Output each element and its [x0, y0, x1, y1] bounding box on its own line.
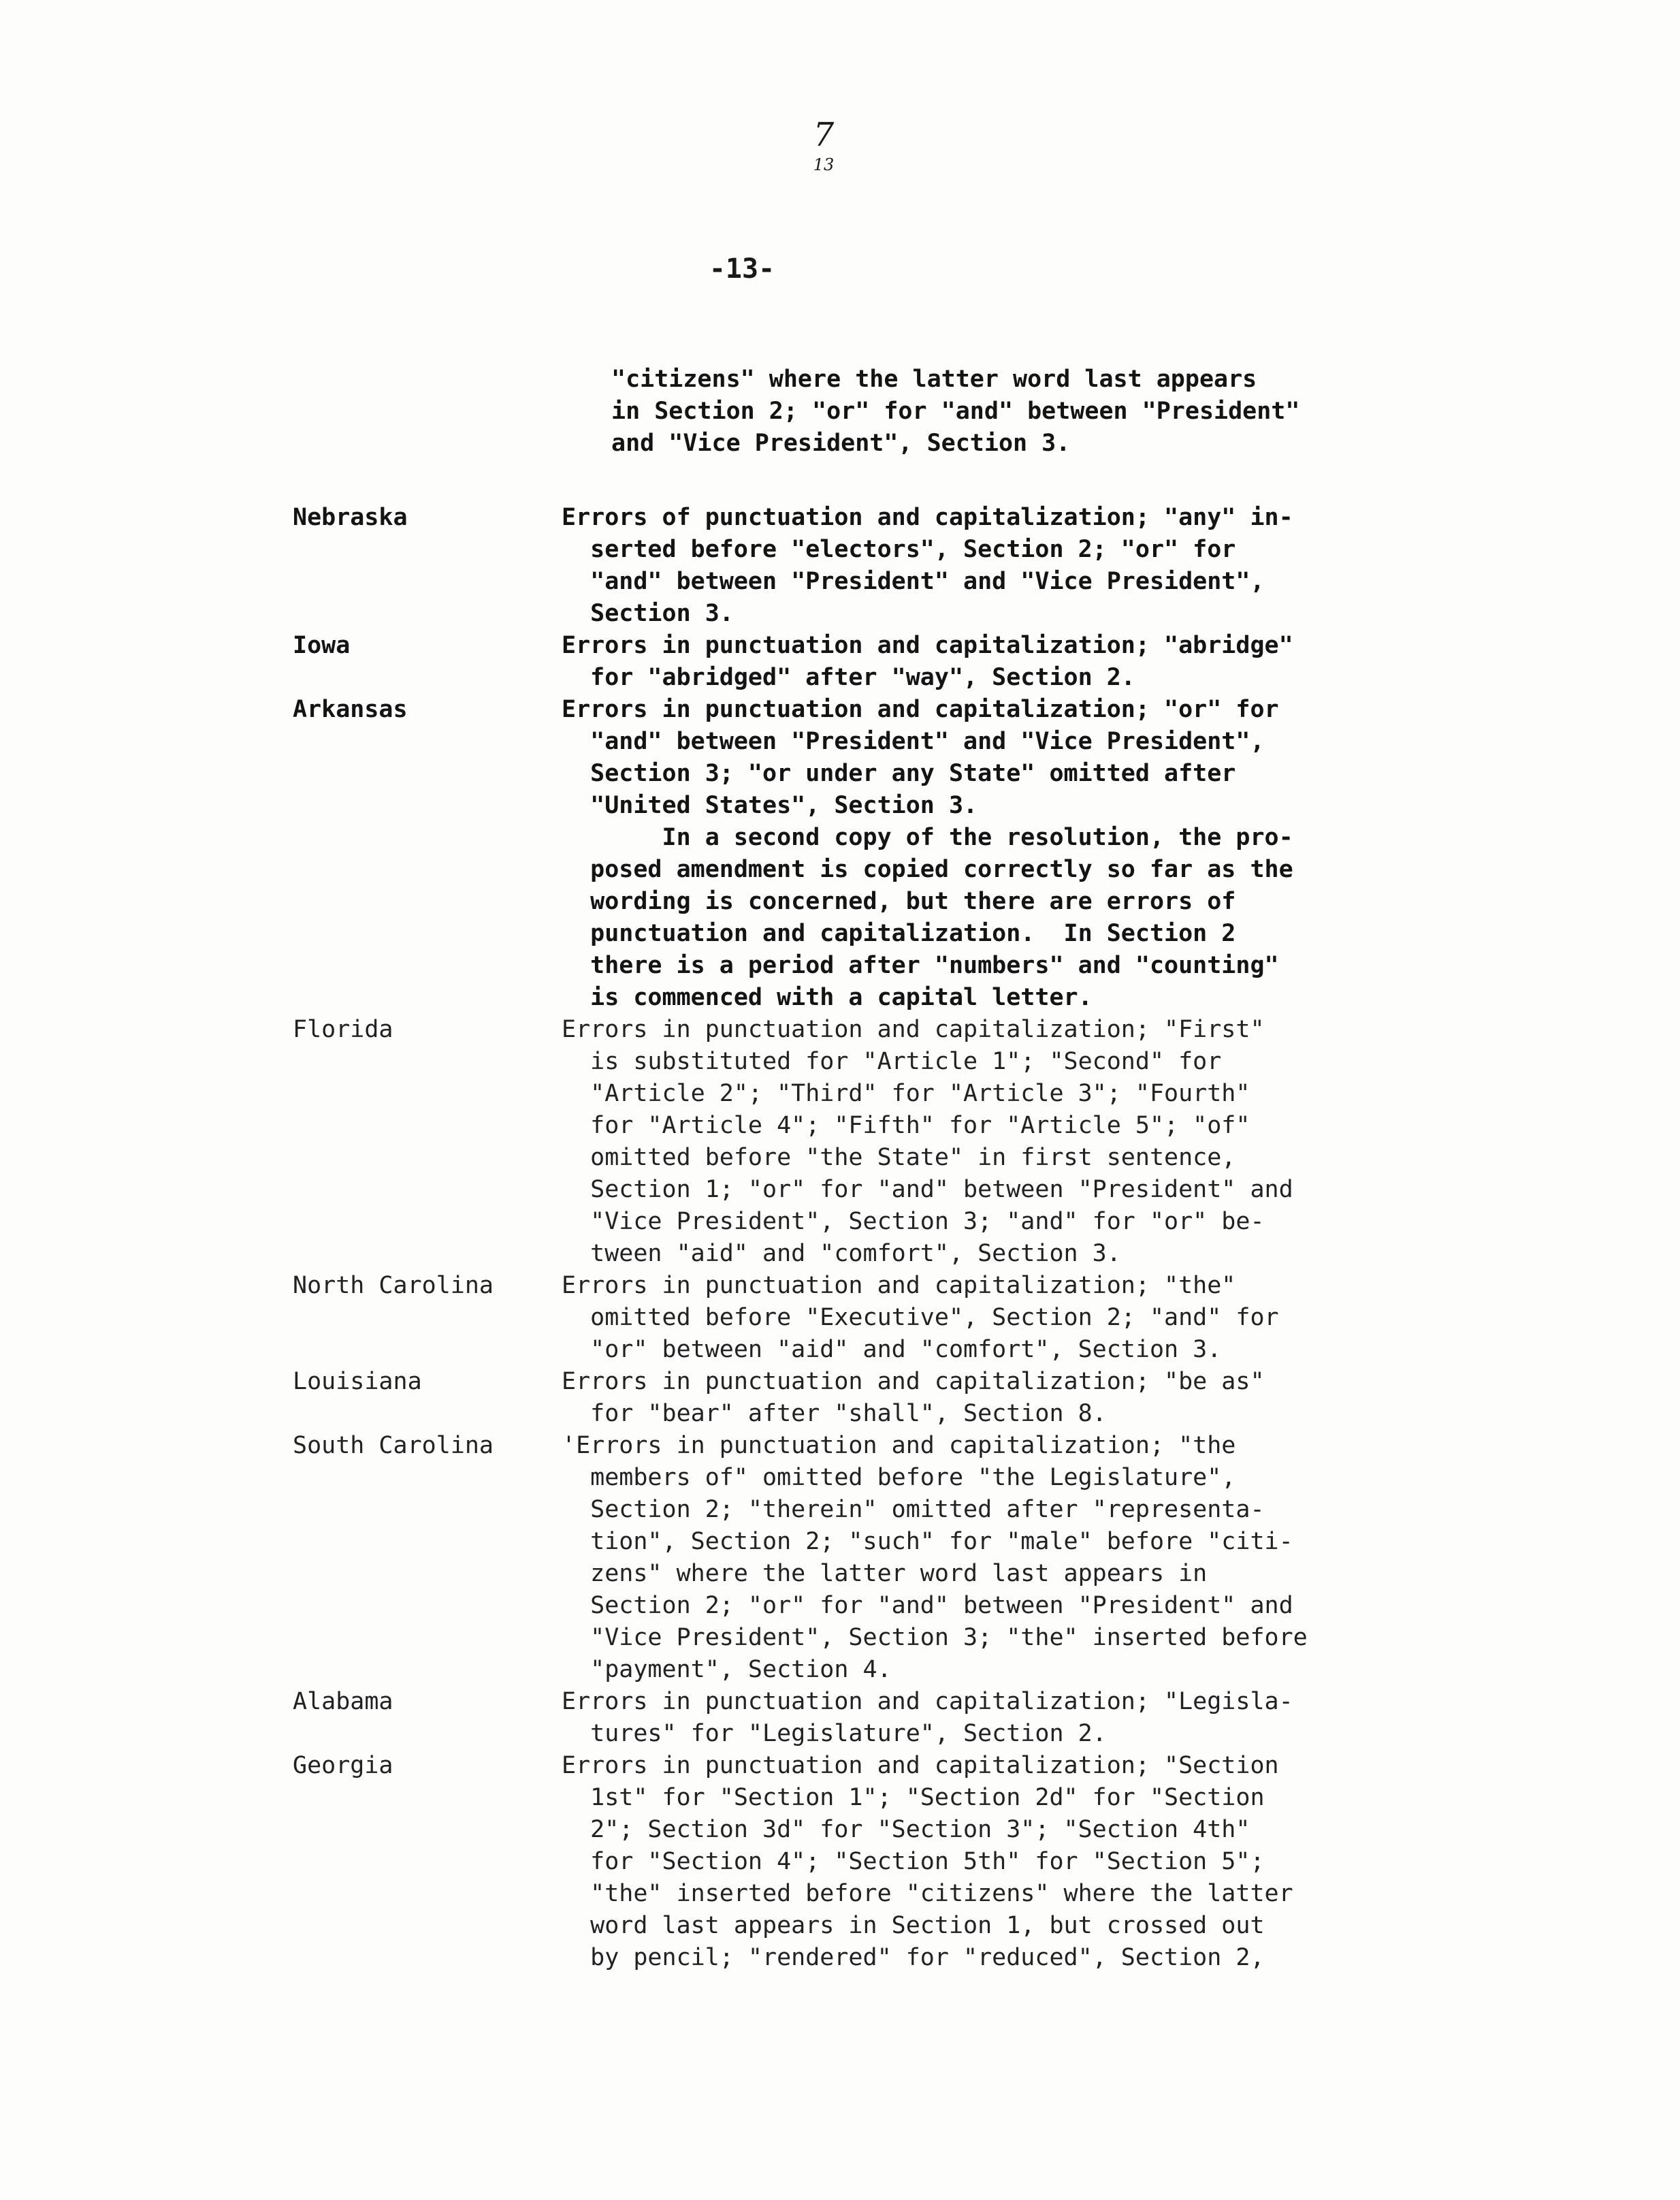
error-note: Errors in punctuation and capitalization; "the" omitted before "Executive", Section 2; "and" for "or" between "aid" and "comfort", Section 3.: [562, 1272, 1279, 1363]
state-name: North Carolina: [293, 1272, 494, 1299]
state-name: Georgia: [293, 1752, 393, 1779]
list-item: [293, 1686, 1409, 1750]
state-name: Alabama: [293, 1688, 393, 1715]
state-name: Iowa: [293, 632, 351, 659]
state-name: Arkansas: [293, 696, 408, 723]
state-errors-list: [293, 502, 1409, 1974]
page-number: -13-: [709, 253, 775, 285]
error-note: Errors of punctuation and capitalization; "any" in- serted before "electors", Section 2; "or" for "and" between "President" and "Vice President", Section 3.: [562, 504, 1293, 627]
error-note: Errors in punctuation and capitalization; "be as" for "bear" after "shall", Section 8.: [562, 1368, 1265, 1427]
handwritten-folio-small: 13: [813, 155, 835, 174]
state-name: Florida: [293, 1016, 393, 1043]
error-note: Errors in punctuation and capitalization; "or" for "and" between "President" and "Vice President", Section 3; "or under any State" omitted after "United States", Section 3. In a second copy of the resolution, the pro- posed amendment is copied correctly so far as the wording is concerned, but there are errors of punctuation and capitalization. In Section 2 there is a period after "numbers" and "counting" is commenced with a capital letter.: [562, 696, 1293, 1011]
error-note: Errors in punctuation and capitalization; "First" is substituted for "Article 1"; "Second" for "Article 2"; "Third" for "Article 3"; "Fourth" for "Article 4"; "Fifth" for "Article 5"; "of" omitted before "the State" in first sentence, Section 1; "or" for "and" between "President" and "Vice President", Section 3; "and" for "or" be- tween "aid" and "comfort", Section 3.: [562, 1016, 1293, 1267]
state-name: Louisiana: [293, 1368, 422, 1395]
handwritten-folio: 7: [813, 116, 835, 154]
error-note: Errors in punctuation and capitalization; "abridge" for "abridged" after "way", Section 2.: [562, 632, 1293, 691]
list-item: [293, 1750, 1409, 1974]
list-item: [293, 1270, 1409, 1366]
list-item: [293, 1014, 1409, 1270]
error-note: Errors in punctuation and capitalization; "Section 1st" for "Section 1"; "Section 2d" for "Section 2"; Section 3d" for "Section 3"; "Section 4th" for "Section 4"; "Section 5th" for "Section 5"; "the" inserted before "citizens" where the latter word last appears in Section 1, but crossed out by pencil; "rendered" for "reduced", Section 2,: [562, 1752, 1293, 1971]
error-note: Errors in punctuation and capitalization; "Legisla- tures" for "Legislature", Section 2.: [562, 1688, 1293, 1747]
continued-paragraph: "citizens" where the latter word last appears in Section 2; "or" for "and" between "President" and "Vice President", Section 3.: [611, 366, 1300, 457]
list-item: [293, 630, 1409, 694]
list-item: [293, 502, 1409, 630]
list-item: [293, 1430, 1409, 1686]
list-item: [293, 1366, 1409, 1430]
list-item: [293, 694, 1409, 1014]
state-name: Nebraska: [293, 504, 408, 531]
state-name: South Carolina: [293, 1432, 494, 1459]
error-note: 'Errors in punctuation and capitalization; "the members of" omitted before "the Legislature", Section 2; "therein" omitted after "representa- tion", Section 2; "such" for "male" before "citi- zens" where the latter word last appears in Section 2; "or" for "and" between "President" and "Vice President", Section 3; "the" inserted before "payment", Section 4.: [562, 1432, 1308, 1683]
